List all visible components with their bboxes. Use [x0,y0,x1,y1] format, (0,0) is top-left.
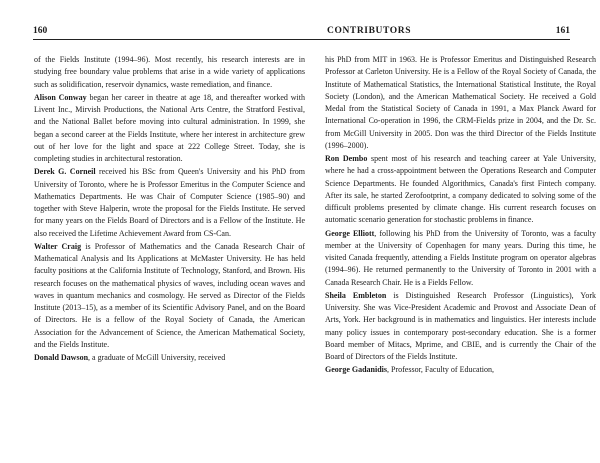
bio-paragraph [34,54,305,91]
right-column [325,54,596,378]
page-header [33,23,570,40]
bio-text: is Professor of Mathematics and the Canada Research Chair of Mathematical Analysis and Its Applications at McMaster University. He has held faculty positions at the California Institute of Technology, Stanford, and Brown. His research focuses on the mathematical physics of waves, including ocean waves and waves in quantum mechanics and cosmology. He served as Director of the Fields Institute (2013–15), as a member of its Scientific Advisory Panel, and on the Board of Directors. He is a fellow of the Royal Society of Canada, the American Association for the Advancement of Science, the American Mathematical Society, and the Fields Institute. [34,241,306,349]
contributor-name: Sheila Embleton [325,290,387,300]
contributor-name: Alison Conway [34,92,87,102]
bio-text: spent most of his research and teaching career at Yale University, where he had a cross-appointment between the Operations Research and Computer Science Departments. He founded Algorithmics, Canada's first Fintech company. After its sale, he started Zerofootprint, a company dedicated to solving some of the difficult problems presented by climate change. His current research focuses on automatic scenario generation for stochastic problems in finance. [325,154,596,225]
left-column [34,54,305,365]
bio-paragraph [325,228,596,289]
bio-text: , a graduate of McGill University, received [88,353,226,362]
running-head: CONTRIBUTORS [327,26,412,36]
bio-paragraph [34,352,305,364]
bio-text: began her career in theatre at age 18, and thereafter worked with Livent Inc., Mirvish Productions, the National Arts Centre, the Stratford Festival, and the National Ballet before moving into cultural administration. In 1999, she began a second career at the Fields Institute, where her interest in architecture grew out of her love for the light and space at 222 College Street. Today, she is completing studies in architectural restoration. [34,92,305,163]
page-number-right: 161 [555,26,570,36]
bio-text: , following his PhD from the University of Toronto, was a faculty member at the University of Copenhagen for many years. During this time, he visited Canada frequently, attending a Fields Institute program on operator algebras (1994–96). He returned permanently to the University of Toronto in 2001 with a Canada Research Chair. He is a Fields Fellow. [325,228,596,287]
bio-paragraph [325,54,596,152]
bio-text: received his BSc from Queen's University and his PhD from University of Toronto, where he is Professor Emeritus in the Computer Science and Mathematics Departments. He was Chair of Computer Science (1985–90) and together with Steve Halperin, wrote the proposal for the Fields Institute. He served for many years on the Fields Board of Directors and is a Fellow of the Institute. He also received the Lifetime Achievement Award from CS-Can. [34,167,305,238]
contributor-name: George Gadanidis [325,365,388,375]
contributor-name: Derek G. Corneil [34,167,96,177]
bio-paragraph [325,290,596,364]
bio-paragraph [325,153,596,227]
bio-text: his PhD from MIT in 1963. He is Professor Emeritus and Distinguished Research Professor at Carleton University. He is a Fellow of the Royal Society of Canada, the Institute of Mathematical Statistics, the International Statistical Institute, the Royal Society (London), and the American Mathematical Society. He received a Gold Medal from the Statistical Society of Canada in 1991, a Max Planck Award for International Co-operation in 1996, the CRM-Fields prize in 2004, and the Dr. Sc. from McGill University in 2005. Don was the third Director of the Fields Institute (1996–2000). [325,55,596,150]
contributor-name: Donald Dawson [34,353,89,362]
bio-text: is Distinguished Research Professor (Linguistics), York University. She was Vice-President Academic and Provost and Associate Dean of Arts, York. Her background is in mathematics and linguistics. Her interests include many policy issues in contemporary post-secondary education. She is a former Board member of Mitacs, Mprime, and CBIE, and is currently the Chair of the Board of Directors of the Fields Institute. [325,290,596,361]
contributor-name: Ron Dembo [325,154,368,163]
bio-paragraph [325,364,596,376]
bio-paragraph [34,92,305,166]
contributor-name: Walter Craig [34,241,82,251]
contributor-name: George Elliott [325,228,375,238]
bio-paragraph [34,241,305,351]
bio-paragraph [34,166,305,240]
page-number-left: 160 [33,26,48,36]
bio-text: of the Fields Institute (1994–96). Most recently, his research interests are in studying free boundary value problems that arise in a wide variety of applications such as solidification, reservoir dynamics, waste remediation, and finance. [34,55,305,89]
bio-text: , Professor, Faculty of Education, [387,365,495,375]
